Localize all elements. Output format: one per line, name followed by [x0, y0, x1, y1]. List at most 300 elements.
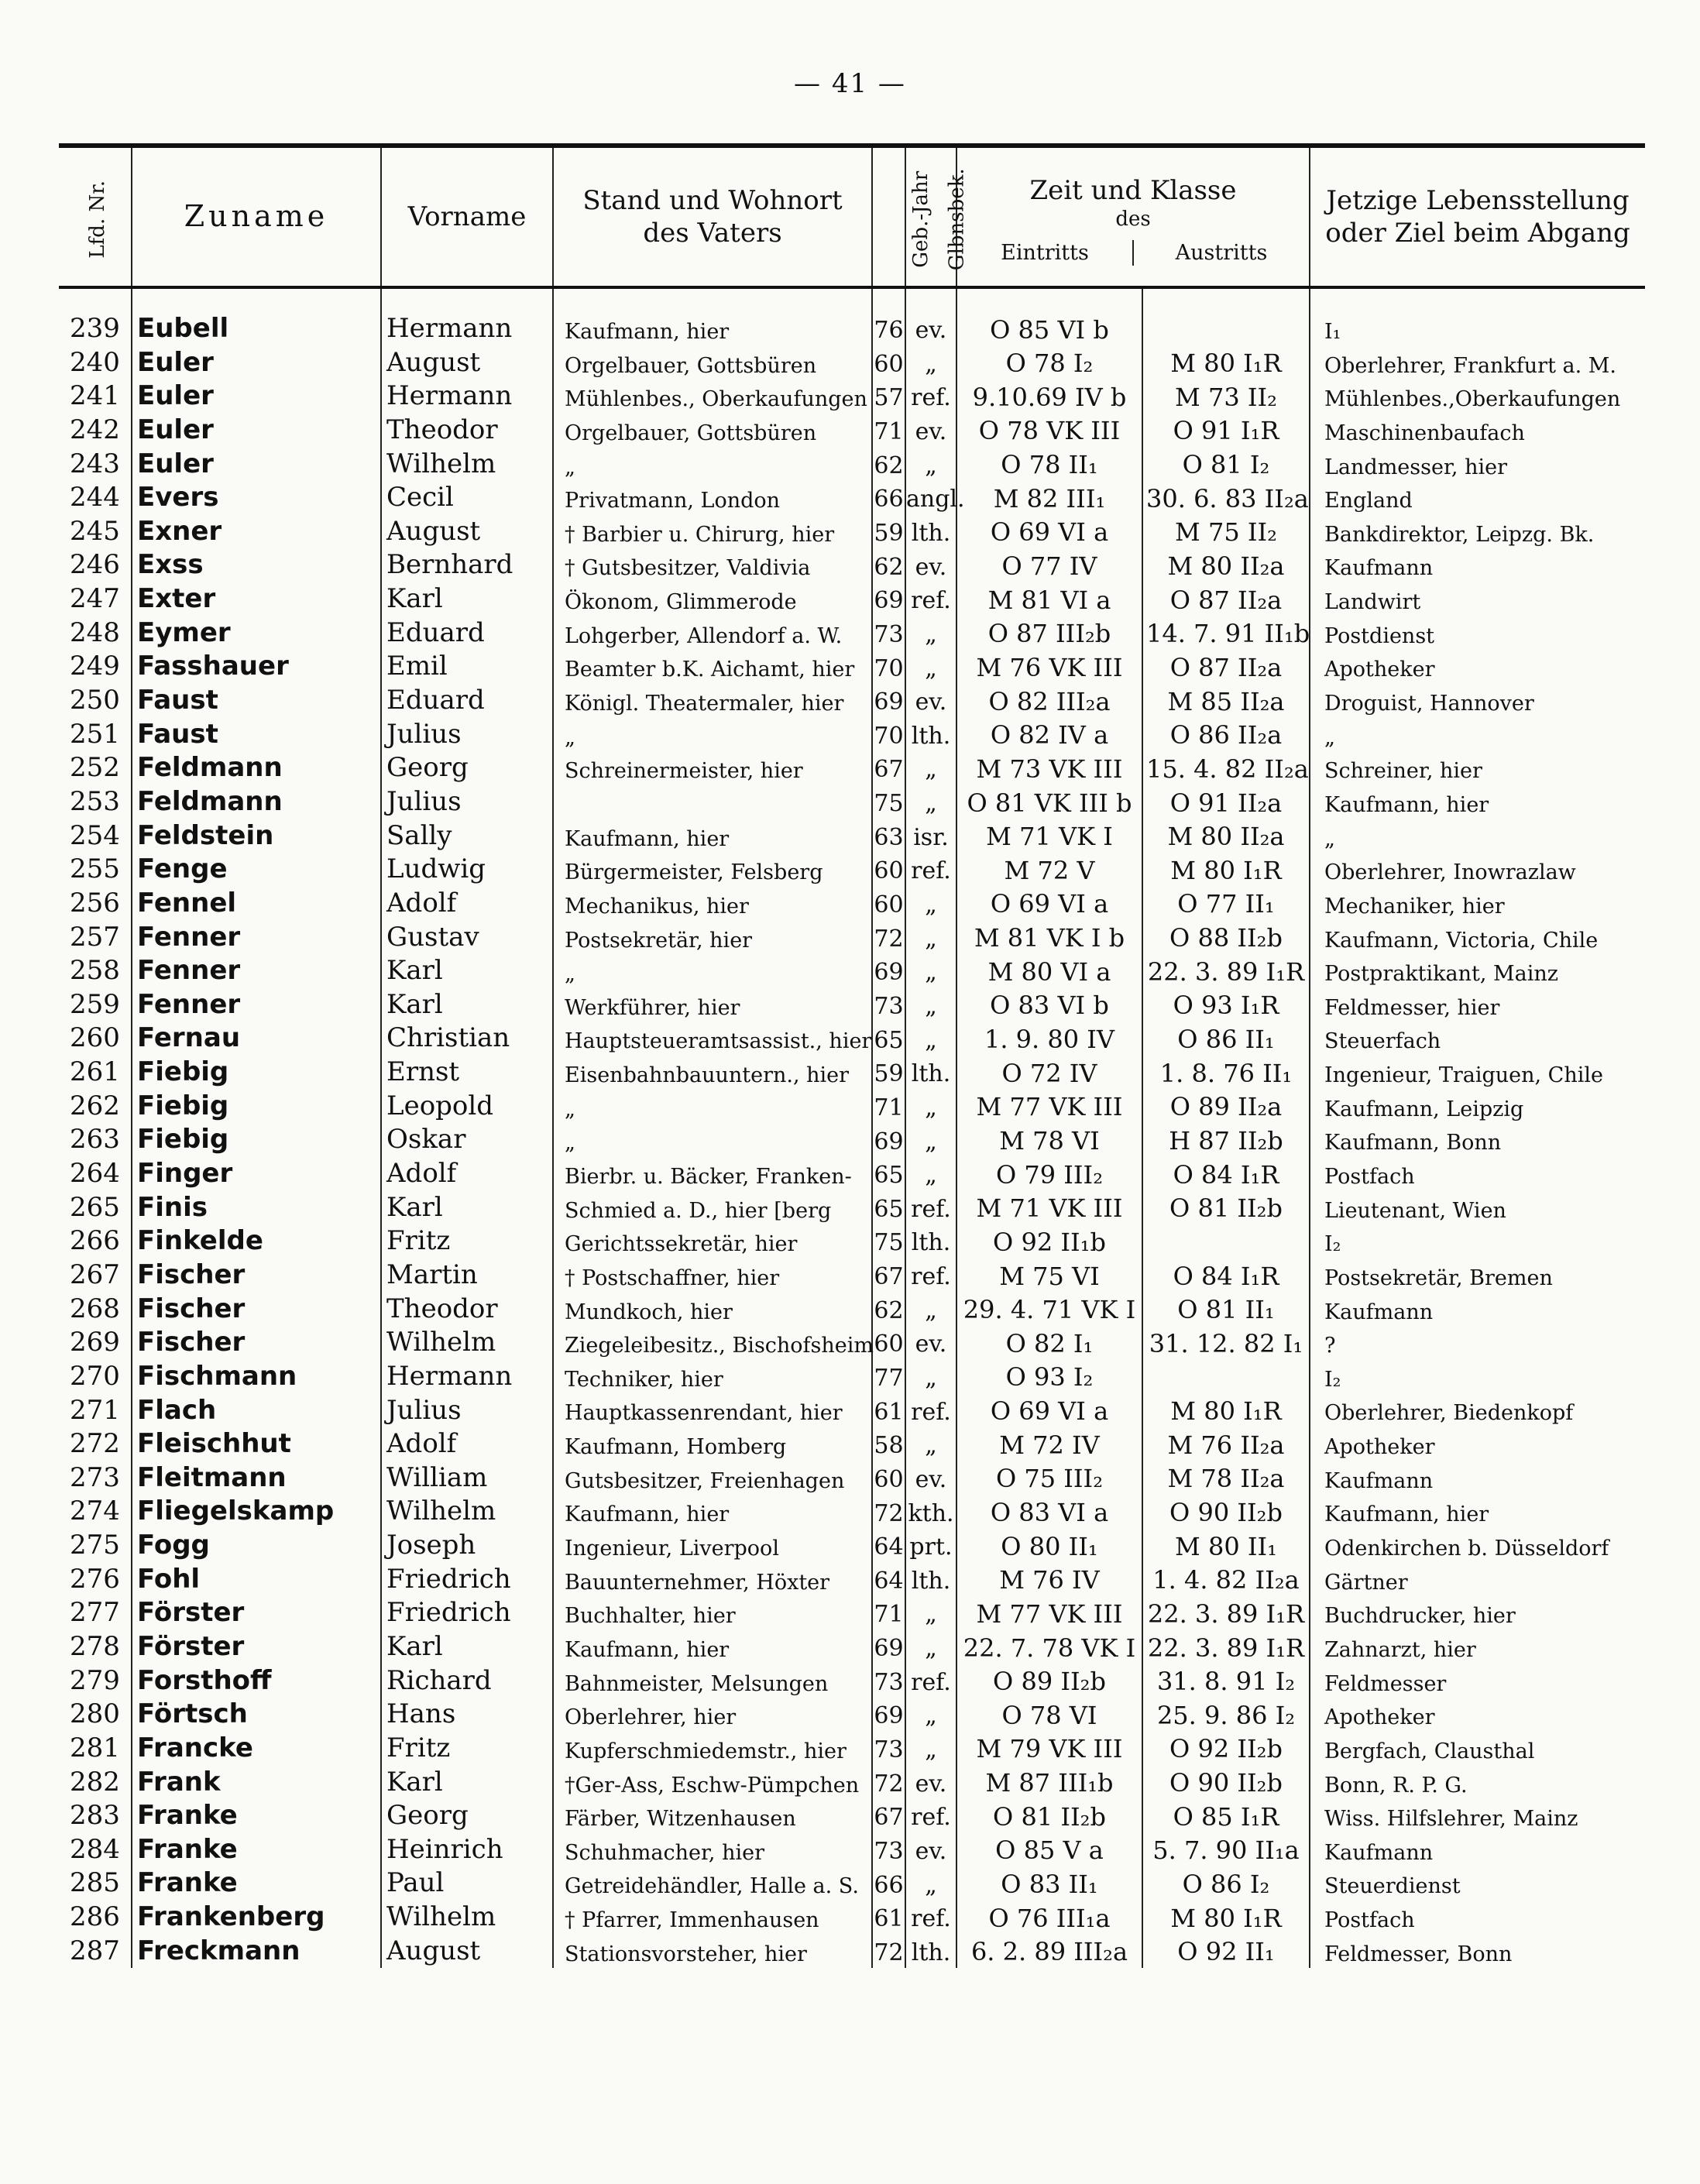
vorname-cell: Wilhelm	[381, 447, 553, 481]
stellung-cell: Mühlenbes.,Oberkaufungen	[1310, 379, 1645, 414]
eintritt-cell: O 77 IV	[956, 548, 1142, 582]
glbnsbek-cell: „	[905, 650, 956, 684]
stellung-cell: Postsekretär, Bremen	[1310, 1259, 1645, 1293]
eintritt-cell: O 82 IV a	[956, 718, 1142, 752]
table-row	[59, 1630, 1645, 1664]
austritt-cell: O 81 I₂	[1142, 447, 1310, 481]
zuname-cell: Exter	[132, 582, 381, 616]
stand-cell: Werkführer, hier	[553, 988, 872, 1022]
zuname-cell: Finkelde	[132, 1224, 381, 1259]
austritt-cell: O 87 II₂a	[1142, 650, 1310, 684]
geb-jahr-cell: 63	[872, 819, 905, 853]
table-body	[59, 287, 1645, 1968]
stand-cell: Mechanikus, hier	[553, 887, 872, 921]
zuname-cell: Fohl	[132, 1563, 381, 1597]
geb-jahr-cell: 67	[872, 751, 905, 785]
vorname-cell: Richard	[381, 1664, 553, 1698]
vorname-cell: August	[381, 515, 553, 549]
eintritt-cell: 22. 7. 78 VK I	[956, 1630, 1142, 1664]
zuname-cell: Fleischhut	[132, 1427, 381, 1461]
austritt-cell: O 90 II₂b	[1142, 1765, 1310, 1799]
stellung-cell: Gärtner	[1310, 1563, 1645, 1597]
zuname-cell: Fenge	[132, 853, 381, 887]
stellung-cell: Postfach	[1310, 1901, 1645, 1935]
register-table	[59, 143, 1645, 1968]
geb-jahr-cell: 58	[872, 1427, 905, 1461]
stellung-cell: Landmesser, hier	[1310, 447, 1645, 481]
table-row	[59, 1022, 1645, 1056]
vorname-cell: Karl	[381, 582, 553, 616]
austritt-cell: 22. 3. 89 I₁R	[1142, 1596, 1310, 1630]
table-row	[59, 1596, 1645, 1630]
vorname-cell: Heinrich	[381, 1833, 553, 1867]
eintritt-cell: M 73 VK III	[956, 751, 1142, 785]
geb-jahr-cell: 75	[872, 1224, 905, 1259]
zuname-cell: Franke	[132, 1866, 381, 1901]
glbnsbek-cell: „	[905, 1427, 956, 1461]
table-row	[59, 751, 1645, 785]
austritt-cell: O 86 II₁	[1142, 1022, 1310, 1056]
stand-cell: Kupferschmiedemstr., hier	[553, 1732, 872, 1766]
vorname-cell: Julius	[381, 785, 553, 819]
vorname-cell: Fritz	[381, 1732, 553, 1766]
stand-cell: † Pfarrer, Immenhausen	[553, 1901, 872, 1935]
austritt-cell: M 76 II₂a	[1142, 1427, 1310, 1461]
vorname-cell: Martin	[381, 1259, 553, 1293]
stand-cell: Stationsvorsteher, hier	[553, 1935, 872, 1969]
stand-cell: Lohgerber, Allendorf a. W.	[553, 616, 872, 651]
geb-jahr-cell: 61	[872, 1393, 905, 1427]
vorname-cell: Georg	[381, 751, 553, 785]
lfd-nr-cell: 265	[70, 1191, 120, 1223]
lfd-nr-cell: 251	[70, 718, 120, 750]
eintritt-cell: O 75 III₂	[956, 1461, 1142, 1495]
zuname-cell: Fiebig	[132, 1090, 381, 1124]
zuname-cell: Eubell	[132, 287, 381, 346]
lfd-nr-cell: 273	[70, 1461, 120, 1493]
vorname-cell: Hermann	[381, 379, 553, 414]
zuname-cell: Fogg	[132, 1529, 381, 1563]
glbnsbek-cell: „	[905, 1090, 956, 1124]
eintritt-cell: O 80 II₁	[956, 1529, 1142, 1563]
geb-jahr-cell: 76	[872, 287, 905, 346]
lfd-nr-cell: 247	[70, 583, 120, 615]
vorname-cell: Ernst	[381, 1056, 553, 1090]
geb-jahr-cell: 67	[872, 1799, 905, 1833]
header-zuname: Zuname	[132, 146, 381, 287]
stand-cell: Techniker, hier	[553, 1360, 872, 1394]
zuname-cell: Faust	[132, 684, 381, 718]
lfd-nr-cell: 270	[70, 1360, 120, 1392]
stellung-cell: Bankdirektor, Leipzg. Bk.	[1310, 515, 1645, 549]
lfd-nr-cell: 283	[70, 1800, 120, 1832]
austritt-cell: M 75 II₂	[1142, 515, 1310, 549]
stellung-cell: Apotheker	[1310, 1427, 1645, 1461]
austritt-cell: O 81 II₁	[1142, 1292, 1310, 1326]
stand-cell: Ziegeleibesitz., Bischofsheim	[553, 1326, 872, 1360]
glbnsbek-cell: ev.	[905, 1833, 956, 1867]
glbnsbek-cell: „	[905, 887, 956, 921]
zuname-cell: Faust	[132, 718, 381, 752]
stellung-cell: I₁	[1310, 287, 1645, 346]
geb-jahr-cell: 62	[872, 447, 905, 481]
glbnsbek-cell: ref.	[905, 1259, 956, 1293]
zuname-cell: Fennel	[132, 887, 381, 921]
geb-jahr-cell: 57	[872, 379, 905, 414]
austritt-cell: M 80 I₁R	[1142, 1901, 1310, 1935]
geb-jahr-cell: 71	[872, 1596, 905, 1630]
stand-cell: Kaufmann, hier	[553, 287, 872, 346]
zuname-cell: Fasshauer	[132, 650, 381, 684]
zuname-cell: Förster	[132, 1596, 381, 1630]
geb-jahr-cell: 66	[872, 481, 905, 515]
stellung-cell: Bonn, R. P. G.	[1310, 1765, 1645, 1799]
table-row	[59, 1698, 1645, 1732]
stellung-cell: Postfach	[1310, 1157, 1645, 1191]
glbnsbek-cell: „	[905, 1866, 956, 1901]
geb-jahr-cell: 73	[872, 1732, 905, 1766]
zuname-cell: Fischer	[132, 1326, 381, 1360]
eintritt-cell: O 78 VI	[956, 1698, 1142, 1732]
stand-cell: „	[553, 1123, 872, 1157]
lfd-nr-cell: 248	[70, 616, 120, 648]
lfd-nr-cell: 258	[70, 955, 120, 987]
header-vorname: Vorname	[381, 146, 553, 287]
lfd-nr-cell: 252	[70, 752, 120, 784]
lfd-nr-cell: 242	[70, 414, 120, 445]
eintritt-cell: O 92 II₁b	[956, 1224, 1142, 1259]
stellung-cell: Kaufmann	[1310, 1292, 1645, 1326]
stand-cell: Mundkoch, hier	[553, 1292, 872, 1326]
stand-cell: Gutsbesitzer, Freienhagen	[553, 1461, 872, 1495]
eintritt-cell: 1. 9. 80 IV	[956, 1022, 1142, 1056]
zuname-cell: Exner	[132, 515, 381, 549]
glbnsbek-cell: „	[905, 920, 956, 954]
lfd-nr-cell: 254	[70, 819, 120, 851]
vorname-cell: Joseph	[381, 1529, 553, 1563]
table-row	[59, 481, 1645, 515]
austritt-cell: 15. 4. 82 II₂a	[1142, 751, 1310, 785]
vorname-cell: Karl	[381, 954, 553, 988]
stellung-cell: Schreiner, hier	[1310, 751, 1645, 785]
lfd-nr-cell: 269	[70, 1327, 120, 1358]
eintritt-cell: O 83 VI a	[956, 1495, 1142, 1529]
geb-jahr-cell: 73	[872, 616, 905, 651]
glbnsbek-cell: „	[905, 1292, 956, 1326]
geb-jahr-cell: 65	[872, 1191, 905, 1225]
geb-jahr-cell: 67	[872, 1259, 905, 1293]
stand-cell: Schuhmacher, hier	[553, 1833, 872, 1867]
stand-cell: Orgelbauer, Gottsbüren	[553, 414, 872, 448]
lfd-nr-cell: 256	[70, 887, 120, 919]
stand-cell: Schreinermeister, hier	[553, 751, 872, 785]
lfd-nr-cell: 279	[70, 1664, 120, 1696]
glbnsbek-cell: ref.	[905, 1901, 956, 1935]
austritt-cell: O 84 I₁R	[1142, 1259, 1310, 1293]
lfd-nr-cell: 244	[70, 482, 120, 513]
austritt-cell: O 88 II₂b	[1142, 920, 1310, 954]
austritt-cell: 31. 8. 91 I₂	[1142, 1664, 1310, 1698]
glbnsbek-cell: ref.	[905, 582, 956, 616]
stellung-cell: England	[1310, 481, 1645, 515]
zuname-cell: Frank	[132, 1765, 381, 1799]
geb-jahr-cell: 69	[872, 1123, 905, 1157]
lfd-nr-cell: 268	[70, 1293, 120, 1324]
eintritt-cell: O 81 II₂b	[956, 1799, 1142, 1833]
vorname-cell: August	[381, 346, 553, 380]
geb-jahr-cell: 64	[872, 1563, 905, 1597]
table-row	[59, 1326, 1645, 1360]
vorname-cell: Sally	[381, 819, 553, 853]
geb-jahr-cell: 71	[872, 1090, 905, 1124]
geb-jahr-cell: 60	[872, 1461, 905, 1495]
zuname-cell: Fischer	[132, 1292, 381, 1326]
lfd-nr-cell: 277	[70, 1597, 120, 1629]
stellung-cell: Oberlehrer, Inowrazlaw	[1310, 853, 1645, 887]
lfd-nr-cell: 285	[70, 1867, 120, 1899]
header-stand: Stand und Wohnort des Vaters	[553, 146, 872, 287]
vorname-cell: Emil	[381, 650, 553, 684]
austritt-cell: O 91 I₁R	[1142, 414, 1310, 448]
geb-jahr-cell: 59	[872, 515, 905, 549]
zuname-cell: Frankenberg	[132, 1901, 381, 1935]
geb-jahr-cell: 65	[872, 1022, 905, 1056]
austritt-cell: O 92 II₂b	[1142, 1732, 1310, 1766]
glbnsbek-cell: „	[905, 1123, 956, 1157]
glbnsbek-cell: „	[905, 785, 956, 819]
vorname-cell: Adolf	[381, 1427, 553, 1461]
geb-jahr-cell: 60	[872, 346, 905, 380]
lfd-nr-cell: 284	[70, 1833, 120, 1865]
eintritt-cell: M 77 VK III	[956, 1090, 1142, 1124]
zuname-cell: Fiebig	[132, 1123, 381, 1157]
stellung-cell: Wiss. Hilfslehrer, Mainz	[1310, 1799, 1645, 1833]
stand-cell: „	[553, 718, 872, 752]
zuname-cell: Feldmann	[132, 785, 381, 819]
eintritt-cell: O 79 III₂	[956, 1157, 1142, 1191]
geb-jahr-cell: 62	[872, 548, 905, 582]
stand-cell: Kaufmann, hier	[553, 819, 872, 853]
zuname-cell: Fischer	[132, 1259, 381, 1293]
vorname-cell: Eduard	[381, 616, 553, 651]
table-row	[59, 1563, 1645, 1597]
glbnsbek-cell: ref.	[905, 1664, 956, 1698]
geb-jahr-cell: 70	[872, 650, 905, 684]
table-row	[59, 853, 1645, 887]
table-row	[59, 650, 1645, 684]
lfd-nr-cell: 245	[70, 515, 120, 547]
glbnsbek-cell: „	[905, 751, 956, 785]
austritt-cell: O 85 I₁R	[1142, 1799, 1310, 1833]
stellung-cell: Droguist, Hannover	[1310, 684, 1645, 718]
stellung-cell: Maschinenbaufach	[1310, 414, 1645, 448]
zuname-cell: Fenner	[132, 954, 381, 988]
table-row	[59, 1495, 1645, 1529]
vorname-cell: Hermann	[381, 1360, 553, 1394]
stand-cell: Oberlehrer, hier	[553, 1698, 872, 1732]
stand-cell: Orgelbauer, Gottsbüren	[553, 346, 872, 380]
glbnsbek-cell: „	[905, 447, 956, 481]
lfd-nr-cell: 275	[70, 1530, 120, 1561]
table-row	[59, 684, 1645, 718]
lfd-nr-cell: 261	[70, 1056, 120, 1088]
page-number: — 41 —	[794, 68, 906, 99]
lfd-nr-cell: 260	[70, 1022, 120, 1054]
stand-cell: Mühlenbes., Oberkaufungen	[553, 379, 872, 414]
stellung-cell: Zahnarzt, hier	[1310, 1630, 1645, 1664]
stand-cell: Bierbr. u. Bäcker, Franken-	[553, 1157, 872, 1191]
table-row	[59, 346, 1645, 380]
austritt-cell: O 89 II₂a	[1142, 1090, 1310, 1124]
table-row	[59, 1901, 1645, 1935]
vorname-cell: Julius	[381, 1393, 553, 1427]
eintritt-cell: O 83 VI b	[956, 988, 1142, 1022]
stellung-cell: Kaufmann, Leipzig	[1310, 1090, 1645, 1124]
austritt-cell: H 87 II₂b	[1142, 1123, 1310, 1157]
vorname-cell: Eduard	[381, 684, 553, 718]
table-row	[59, 1799, 1645, 1833]
stand-cell: „	[553, 447, 872, 481]
eintritt-cell: M 79 VK III	[956, 1732, 1142, 1766]
table-row	[59, 548, 1645, 582]
table-row	[59, 1529, 1645, 1563]
austritt-cell: O 84 I₁R	[1142, 1157, 1310, 1191]
table-row	[59, 1360, 1645, 1394]
vorname-cell: Karl	[381, 1191, 553, 1225]
zuname-cell: Euler	[132, 414, 381, 448]
austritt-cell: 30. 6. 83 II₂a	[1142, 481, 1310, 515]
zuname-cell: Finger	[132, 1157, 381, 1191]
zuname-cell: Franke	[132, 1799, 381, 1833]
geb-jahr-cell: 72	[872, 920, 905, 954]
austritt-cell: O 86 I₂	[1142, 1866, 1310, 1901]
zuname-cell: Fleitmann	[132, 1461, 381, 1495]
stellung-cell: Postpraktikant, Mainz	[1310, 954, 1645, 988]
stellung-cell: Kaufmann, Victoria, Chile	[1310, 920, 1645, 954]
geb-jahr-cell: 77	[872, 1360, 905, 1394]
glbnsbek-cell: lth.	[905, 1056, 956, 1090]
austritt-cell: O 77 II₁	[1142, 887, 1310, 921]
eintritt-cell: O 82 I₁	[956, 1326, 1142, 1360]
table-row	[59, 1765, 1645, 1799]
eintritt-cell: M 81 VI a	[956, 582, 1142, 616]
glbnsbek-cell: ref.	[905, 379, 956, 414]
lfd-nr-cell: 240	[70, 346, 120, 378]
lfd-nr-cell: 271	[70, 1394, 120, 1426]
glbnsbek-cell: isr.	[905, 819, 956, 853]
eintritt-cell: 9.10.69 IV b	[956, 379, 1142, 414]
stand-cell: Königl. Theatermaler, hier	[553, 684, 872, 718]
glbnsbek-cell: „	[905, 1596, 956, 1630]
vorname-cell: August	[381, 1935, 553, 1969]
stand-cell: „	[553, 954, 872, 988]
geb-jahr-cell: 69	[872, 1698, 905, 1732]
glbnsbek-cell: „	[905, 1022, 956, 1056]
lfd-nr-cell: 239	[70, 313, 120, 344]
glbnsbek-cell: ref.	[905, 1799, 956, 1833]
stellung-cell: Lieutenant, Wien	[1310, 1191, 1645, 1225]
stellung-cell: Kaufmann, hier	[1310, 785, 1645, 819]
zuname-cell: Fischmann	[132, 1360, 381, 1394]
stand-cell: Eisenbahnbauuntern., hier	[553, 1056, 872, 1090]
austritt-cell: 25. 9. 86 I₂	[1142, 1698, 1310, 1732]
stand-cell: Postsekretär, hier	[553, 920, 872, 954]
austritt-cell: M 80 I₁R	[1142, 853, 1310, 887]
eintritt-cell: M 78 VI	[956, 1123, 1142, 1157]
vorname-cell: Adolf	[381, 1157, 553, 1191]
stellung-cell: Apotheker	[1310, 1698, 1645, 1732]
zuname-cell: Eymer	[132, 616, 381, 651]
eintritt-cell: O 82 III₂a	[956, 684, 1142, 718]
stellung-cell: Postdienst	[1310, 616, 1645, 651]
eintritt-cell: M 77 VK III	[956, 1596, 1142, 1630]
glbnsbek-cell: ev.	[905, 287, 956, 346]
stand-cell: Schmied a. D., hier [berg	[553, 1191, 872, 1225]
eintritt-cell: M 75 VI	[956, 1259, 1142, 1293]
austritt-cell: 31. 12. 82 I₁	[1142, 1326, 1310, 1360]
geb-jahr-cell: 59	[872, 1056, 905, 1090]
zuname-cell: Freckmann	[132, 1935, 381, 1969]
stellung-cell: Apotheker	[1310, 650, 1645, 684]
glbnsbek-cell: „	[905, 616, 956, 651]
stand-cell: Gerichtssekretär, hier	[553, 1224, 872, 1259]
zuname-cell: Fenner	[132, 920, 381, 954]
stellung-cell: ?	[1310, 1326, 1645, 1360]
austritt-cell: M 78 II₂a	[1142, 1461, 1310, 1495]
table-row	[59, 1427, 1645, 1461]
glbnsbek-cell: lth.	[905, 1563, 956, 1597]
glbnsbek-cell: kth.	[905, 1495, 956, 1529]
lfd-nr-cell: 250	[70, 685, 120, 716]
austritt-cell: 5. 7. 90 II₁a	[1142, 1833, 1310, 1867]
eintritt-cell: O 93 I₂	[956, 1360, 1142, 1394]
eintritt-cell: M 81 VK I b	[956, 920, 1142, 954]
stand-cell: †Ger-Ass, Eschw-Pümpchen	[553, 1765, 872, 1799]
zuname-cell: Feldstein	[132, 819, 381, 853]
austritt-cell: O 86 II₂a	[1142, 718, 1310, 752]
glbnsbek-cell: „	[905, 1732, 956, 1766]
header-geb-jahr: Geb.-Jahr	[872, 146, 905, 287]
vorname-cell: Hermann	[381, 287, 553, 346]
header-zeit-klasse: Zeit und Klasse des Eintritts Austritts	[956, 146, 1310, 287]
eintritt-cell: O 85 V a	[956, 1833, 1142, 1867]
glbnsbek-cell: ref.	[905, 1191, 956, 1225]
austritt-cell: 22. 3. 89 I₁R	[1142, 954, 1310, 988]
vorname-cell: Wilhelm	[381, 1495, 553, 1529]
stand-cell	[553, 785, 872, 819]
glbnsbek-cell: lth.	[905, 1935, 956, 1969]
stellung-cell: I₂	[1310, 1360, 1645, 1394]
vorname-cell: Karl	[381, 988, 553, 1022]
glbnsbek-cell: ev.	[905, 1765, 956, 1799]
lfd-nr-cell: 241	[70, 380, 120, 412]
table-row	[59, 1123, 1645, 1157]
stellung-cell: Bergfach, Clausthal	[1310, 1732, 1645, 1766]
lfd-nr-cell: 246	[70, 549, 120, 581]
glbnsbek-cell: lth.	[905, 718, 956, 752]
table-row	[59, 1191, 1645, 1225]
table-row	[59, 582, 1645, 616]
table-header	[59, 146, 1645, 287]
stellung-cell: Steuerdienst	[1310, 1866, 1645, 1901]
geb-jahr-cell: 60	[872, 1326, 905, 1360]
austritt-cell: 1. 4. 82 II₂a	[1142, 1563, 1310, 1597]
zuname-cell: Finis	[132, 1191, 381, 1225]
lfd-nr-cell: 253	[70, 785, 120, 817]
geb-jahr-cell: 73	[872, 988, 905, 1022]
austritt-cell: 1. 8. 76 II₁	[1142, 1056, 1310, 1090]
table-row	[59, 1393, 1645, 1427]
